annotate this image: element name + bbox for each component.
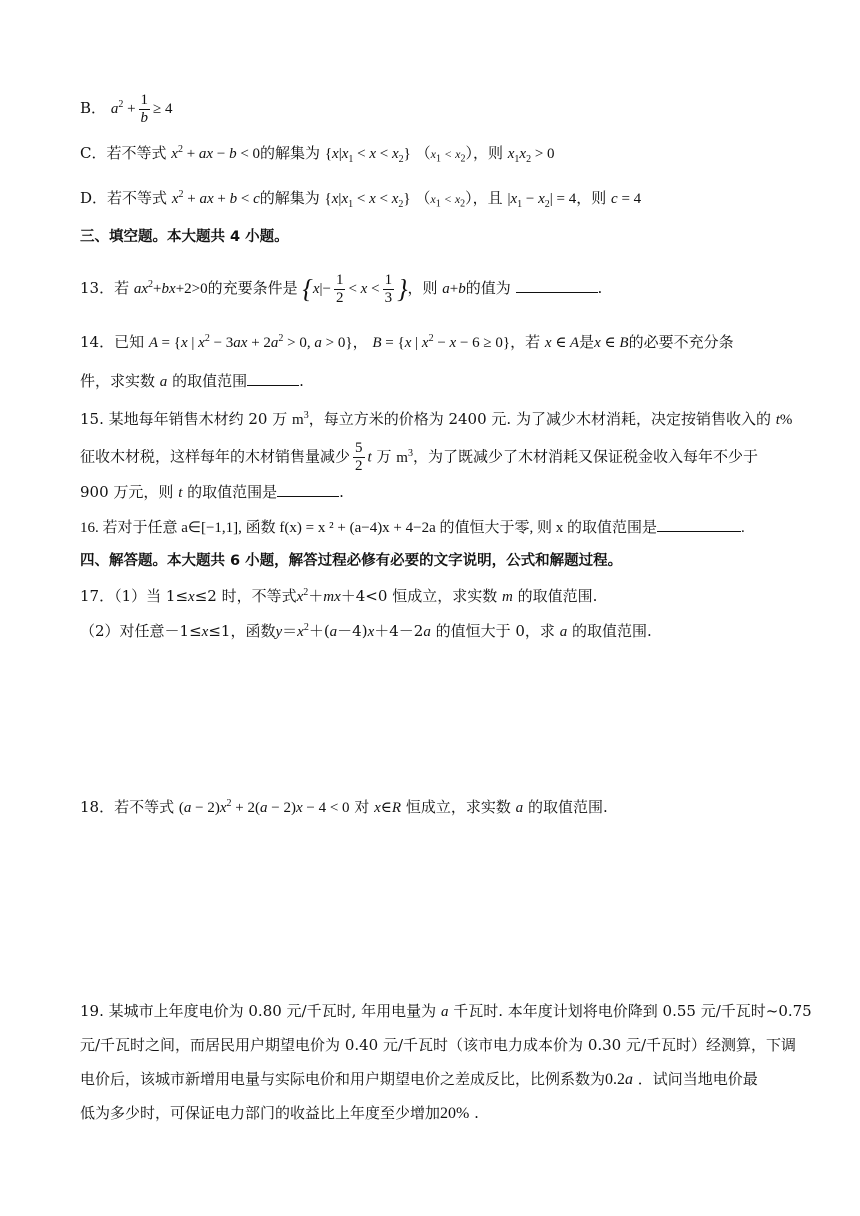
answer-blank[interactable] xyxy=(247,371,299,386)
condition-set: {x|− $\frac{1}{2}$ < x < $\frac{1}{3}$ } xyxy=(302,272,408,306)
question-19-line-3: 电价后，该城市新增用电量与实际电价和用户期望电价之差成反比，比例系数为0.2a ．试问当地电价最 xyxy=(80,1070,758,1088)
question-14-line-1: 14．已知 A = {x | $x^2 - 3ax + 2a^2 > 0$, a > 0}， B = {x | $x^2 - x - 6 \ge 0$}，若 x ∈ A是x ∈ B的必要不充分条 xyxy=(80,333,734,351)
answer-blank[interactable] xyxy=(657,517,741,532)
set-a: A = {x | $x^2 - 3ax + 2a^2 > 0$, a > 0} xyxy=(148,333,353,351)
question-13: 13．若 $ax^2+bx+2>0$的充要条件是 {x|− $\frac{1}{2}$ < x < $\frac{1}{3}$ }，则 a+b的值为 . xyxy=(80,272,603,306)
question-19-line-4: 低为多少时，可保证电力部门的收益比上年度至少增加20% . xyxy=(80,1104,479,1122)
solution-set: $\{x|x_1 < x < x_2\}$ xyxy=(324,191,411,210)
question-18: 18．若不等式 $(a - 2)x^2 + 2(a - 2)x - 4 < 0$ 对 x∈R 恒成立，求实数 a 的取值范围. xyxy=(80,798,608,816)
section-4-heading: 四、解答题。本大题共 6 小题，解答过程必修有必要的文字说明，公式和解题过程。 xyxy=(80,553,623,569)
answer-blank[interactable] xyxy=(277,482,339,497)
option-b xyxy=(80,92,173,127)
conclusion: $x_1x_2 > 0$ xyxy=(507,146,555,165)
question-15-line-2: 征收木材税，这样每年的木材销售量减少 $\frac{5}{2}$ t 万 $m^3$，为了既减少了木材消耗又保证税金收入每年不少于 xyxy=(80,440,758,474)
question-15-line-1: 15. 某地每年销售木材约 20 万 $m^3$，每立方米的价格为 2400 元. 为了减少木材消耗，决定按销售收入的 t% xyxy=(80,410,793,428)
option-c: C．若不等式 $x^2$ + ax − b < 0的解集为 $\{x|x_1 < x < x_2\} (x_1 < x_2)$，则 $x_1x_2 > 0$ xyxy=(80,144,555,165)
question-19-line-2: 元/千瓦时之间，而居民用户期望电价为 0.40 元/千瓦时（该市电力成本价为 0.30 元/千瓦时）经测算，下调 xyxy=(80,1036,797,1054)
question-19-line-1: 19. 某城市上年度电价为 0.80 元/千瓦时, 年用电量为 a 千瓦时. 本年度计划将电价降到 0.55 元/千瓦时~0.75 xyxy=(80,1002,812,1020)
formula: $x^2$ + ax + b < c xyxy=(171,189,260,207)
option-b-label: B． xyxy=(80,98,107,117)
section-3-heading: 三、填空题。本大题共 4 小题。 xyxy=(80,229,289,245)
solution-set: $\{x|x_1 < x < x_2\}$ xyxy=(324,146,411,165)
question-15-line-3: 900 万元，则 t 的取值范围是 . xyxy=(80,483,344,501)
set-b: B = {x | $x^2 - x - 6 \ge 0$} xyxy=(372,333,511,351)
inequality: $(a - 2)x^2 + 2(a - 2)x - 4 < 0$ xyxy=(178,798,350,816)
question-16: 16. 若对于任意 a∈[−1,1], 函数 f(x) = x ² + (a−4)x + 4−2a 的值恒大于零, 则 x 的取值范围是 . xyxy=(80,517,745,538)
formula: $x^2$ + ax − b < 0 xyxy=(171,144,261,162)
question-17-part-1: 17．（1）当 1≤x≤2 时，不等式$x^2+mx+4<0$ 恒成立，求实数 m 的取值范围. xyxy=(80,587,598,605)
question-17-part-2: （2）对任意－1≤x≤1，函数$y=x^2+(a-4)x+4-2a$ 的值恒大于 0，求 a 的取值范围. xyxy=(80,622,652,640)
answer-blank[interactable] xyxy=(516,278,598,293)
question-14-line-2: 件，求实数 a 的取值范围 . xyxy=(80,372,304,390)
option-d: D．若不等式 $x^2$ + ax + b < c的解集为 $\{x|x_1 < x < x_2\} (x_1 < x_2)$，且 $|x_1 - x_2| = 4$，则 c = 4 xyxy=(80,189,642,210)
option-b-formula: $a^2$ + $\frac{1}{b}$ ≥ 4 xyxy=(110,92,173,126)
